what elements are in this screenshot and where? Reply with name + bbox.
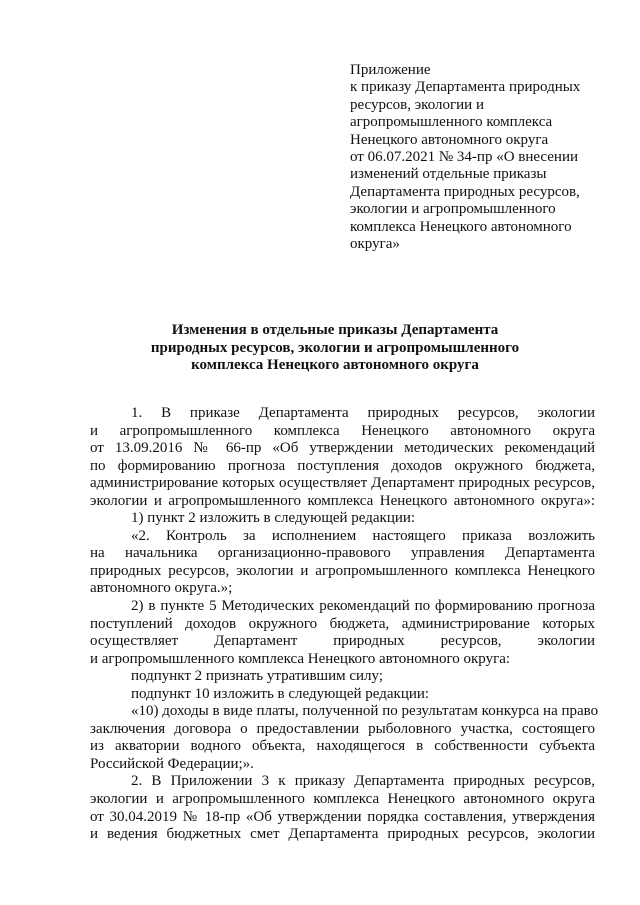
subitem-2-line: 2) в пункте 5 Методических рекомендаций по формированию прогноза [131,598,595,615]
subpoint-line: подпункт 10 изложить в следующей редакции: [131,685,430,702]
quote-2-line: на начальника организационно-правового управления Департамента [90,545,595,562]
appendix-line: изменений отдельные приказы [350,166,547,183]
quote-2-line: автономного округа.»; [90,580,233,597]
paragraph-2-line: экологии и агропромышленного комплекса Ненецкого автономного округа [90,791,595,808]
title-line: Изменения в отдельные приказы Департамента [171,322,499,338]
paragraph-1-line: 1. В приказе Департамента природных ресурсов, экологии [131,405,595,421]
document-title [0,322,640,375]
appendix-line: от 06.07.2021 № 34-пр «О внесении [350,149,578,166]
quote-2-line: природных ресурсов, экологии и агропромышленного комплекса Ненецкого [90,562,595,579]
paragraph-1-line: по формированию прогноза поступления доходов окружного бюджета, [90,457,595,474]
appendix-line: Департамента природных ресурсов, [350,183,580,200]
paragraph-1-line: и агропромышленного комплекса Ненецкого автономного округа [90,422,595,439]
appendix-line: Ненецкого автономного округа [350,131,549,148]
title-line: комплекса Ненецкого автономного округа [191,357,479,373]
quote-10-line: из акватории водного объекта, находящегося в собственности субъекта [90,738,595,755]
paragraph-1-line: администрирование которых осуществляет Департамент природных ресурсов, [90,475,595,492]
paragraph-2-line: от 30.04.2019 № 18-пр «Об утверждении порядка составления, утверждения [90,808,595,825]
appendix-block [350,62,605,253]
paragraph-1-line: экологии и агропромышленного комплекса Ненецкого автономного округа»: [90,492,595,509]
quote-10-line: Российской Федерации;». [90,755,254,772]
subitem-2-line: поступлений доходов окружного бюджета, администрирование которых [90,615,595,632]
appendix-line: ресурсов, экологии и [350,96,484,113]
paragraph-2-line: и ведения бюджетных смет Департамента природных ресурсов, экологии [90,826,595,843]
paragraph-1-line: от 13.09.2016 № 66-пр «Об утверждении методических рекомендаций [90,440,595,457]
title-line: природных ресурсов, экологии и агропромышленного [150,339,520,356]
subpoint-line: подпункт 2 признать утратившим силу; [131,668,383,685]
appendix-line: экологии и агропромышленного [350,201,556,218]
document-body [90,405,599,844]
appendix-line: агропромышленного комплекса [350,114,553,131]
quote-10-line: заключения договора о предоставлении рыболовного участка, состоящего [90,720,595,737]
quote-2-line: «2. Контроль за исполнением настоящего приказа возложить [131,527,595,544]
subitem-2-line: и агропромышленного комплекса Ненецкого автономного округа: [90,650,511,667]
paragraph-2-line: 2. В Приложении 3 к приказу Департамента природных ресурсов, [131,773,595,790]
appendix-line: Приложение [350,62,431,78]
appendix-line: к приказу Департамента природных [350,79,581,96]
subitem-1-line: 1) пункт 2 изложить в следующей редакции: [131,510,416,527]
appendix-line: комплекса Ненецкого автономного [350,218,572,235]
appendix-line: округа» [350,236,400,253]
subitem-2-line: осуществляет Департамент природных ресурсов, экологии [90,633,595,650]
quote-10-line: «10) доходы в виде платы, полученной по результатам конкурса на право [131,703,599,720]
